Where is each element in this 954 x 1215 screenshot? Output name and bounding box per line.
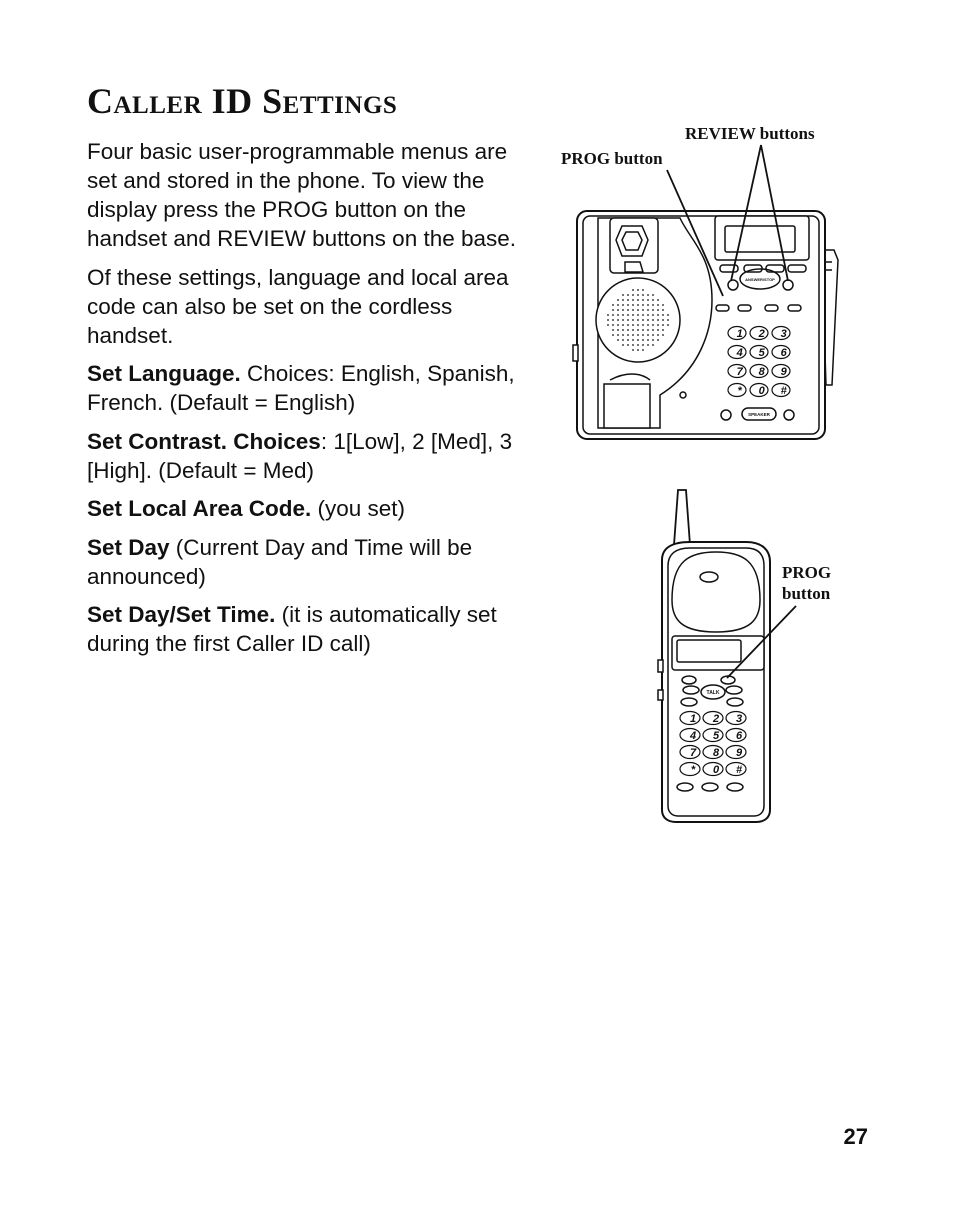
setting-term: Set Day/Set Time.: [87, 602, 276, 627]
grille-hole: [652, 309, 654, 311]
answer-stop-label: ANSWER/STOP: [745, 277, 775, 282]
handset-key-label: #: [735, 763, 743, 776]
grille-hole: [657, 304, 659, 306]
base-key-label: *: [737, 384, 742, 397]
base-key-label: 0: [758, 384, 765, 397]
prog-button-base-callout: PROG button: [561, 149, 663, 168]
grille-hole: [667, 324, 669, 326]
grille-hole: [652, 299, 654, 301]
grille-hole: [642, 289, 644, 291]
grille-hole: [617, 334, 619, 336]
grille-hole: [647, 299, 649, 301]
grille-hole: [637, 304, 639, 306]
grille-hole: [642, 344, 644, 346]
grille-hole: [622, 314, 624, 316]
setting-desc: (Current Day and Time will be announced): [87, 534, 473, 589]
grille-hole: [632, 314, 634, 316]
grille-hole: [627, 304, 629, 306]
grille-hole: [647, 304, 649, 306]
grille-hole: [662, 324, 664, 326]
base-key-label: 1: [736, 327, 743, 340]
grille-hole: [607, 324, 609, 326]
setting-term: Set Day: [87, 534, 170, 560]
grille-hole: [647, 324, 649, 326]
grille-hole: [642, 339, 644, 341]
grille-hole: [642, 324, 644, 326]
grille-hole: [647, 339, 649, 341]
grille-hole: [652, 324, 654, 326]
grille-hole: [647, 294, 649, 296]
review-buttons-callout: REVIEW buttons: [685, 124, 815, 143]
callout-line2: button: [782, 584, 831, 603]
grille-hole: [627, 339, 629, 341]
handset-key-label: 9: [735, 746, 743, 759]
grille-hole: [612, 329, 614, 331]
grille-hole: [652, 334, 654, 336]
grille-hole: [622, 309, 624, 311]
grille-hole: [662, 329, 664, 331]
grille-hole: [622, 344, 624, 346]
grille-hole: [627, 319, 629, 321]
grille-hole: [642, 319, 644, 321]
base-key-label: 9: [780, 365, 787, 378]
grille-hole: [657, 309, 659, 311]
grille-hole: [612, 319, 614, 321]
handset-key-label: 7: [689, 746, 697, 759]
grille-hole: [622, 324, 624, 326]
handset-key-label: 5: [712, 729, 720, 742]
grille-hole: [622, 319, 624, 321]
intro-paragraph: Four basic user-programmable menus are set and stored in the phone. To view the display press the PROG button on the handset and REVIEW buttons on the base.: [87, 139, 517, 251]
base-key-label: 7: [736, 365, 743, 378]
grille-hole: [652, 304, 654, 306]
grille-hole: [657, 339, 659, 341]
grille-hole: [627, 294, 629, 296]
grille-hole: [667, 319, 669, 321]
handset-key-label: *: [690, 763, 696, 776]
grille-hole: [657, 319, 659, 321]
prog-button-handset-callout: [782, 562, 831, 604]
grille-hole: [632, 349, 634, 351]
talk-label: TALK: [706, 690, 720, 696]
grille-hole: [652, 344, 654, 346]
handset-key-label: 0: [712, 763, 720, 776]
grille-hole: [657, 324, 659, 326]
handset-key-label: 6: [735, 729, 743, 742]
base-key-label: 3: [780, 327, 787, 340]
grille-hole: [637, 329, 639, 331]
grille-hole: [642, 294, 644, 296]
grille-hole: [632, 304, 634, 306]
grille-hole: [647, 329, 649, 331]
base-key-label: 8: [758, 365, 765, 378]
grille-hole: [657, 329, 659, 331]
grille-hole: [627, 314, 629, 316]
grille-hole: [642, 299, 644, 301]
grille-hole: [617, 329, 619, 331]
grille-hole: [607, 314, 609, 316]
page-title: Caller ID Settings: [87, 81, 398, 121]
base-key-label: 5: [758, 346, 765, 359]
grille-hole: [622, 299, 624, 301]
setting-desc: (you set): [311, 496, 406, 521]
grille-hole: [622, 294, 624, 296]
grille-hole: [662, 319, 664, 321]
handset-key-label: 8: [712, 746, 720, 759]
grille-hole: [647, 344, 649, 346]
grille-hole: [612, 314, 614, 316]
setting-desc: Choices: English, Spanish, French. (Default = English): [87, 361, 515, 415]
handset-key-label: 3: [735, 712, 743, 725]
grille-hole: [612, 309, 614, 311]
grille-hole: [647, 314, 649, 316]
handset-key-label: 2: [712, 712, 720, 725]
base-key-label: 2: [758, 327, 765, 340]
grille-hole: [652, 314, 654, 316]
grille-hole: [662, 309, 664, 311]
grille-hole: [632, 319, 634, 321]
handset-key-label: 1: [689, 712, 697, 725]
grille-hole: [637, 344, 639, 346]
callout-line1: PROG: [782, 563, 832, 582]
grille-hole: [637, 314, 639, 316]
grille-hole: [667, 314, 669, 316]
grille-hole: [617, 304, 619, 306]
grille-hole: [612, 334, 614, 336]
grille-hole: [652, 329, 654, 331]
grille-hole: [662, 334, 664, 336]
grille-hole: [622, 304, 624, 306]
grille-hole: [612, 304, 614, 306]
grille-hole: [662, 314, 664, 316]
grille-hole: [662, 304, 664, 306]
grille-hole: [617, 309, 619, 311]
grille-hole: [637, 349, 639, 351]
grille-hole: [617, 299, 619, 301]
grille-hole: [647, 309, 649, 311]
grille-hole: [632, 294, 634, 296]
grille-hole: [642, 304, 644, 306]
grille-hole: [627, 324, 629, 326]
grille-hole: [632, 339, 634, 341]
grille-hole: [637, 294, 639, 296]
grille-hole: [627, 299, 629, 301]
setting-term: Set Local Area Code.: [87, 496, 312, 521]
setting-term: Set Contrast. Choices: [87, 428, 321, 454]
grille-hole: [637, 299, 639, 301]
grille-hole: [642, 334, 644, 336]
grille-hole: [632, 324, 634, 326]
grille-hole: [632, 309, 634, 311]
setting-desc: (it is automatically set during the first Caller ID call): [87, 602, 497, 656]
grille-hole: [657, 299, 659, 301]
grille-hole: [617, 314, 619, 316]
base-key-label: 4: [736, 346, 743, 359]
grille-hole: [652, 294, 654, 296]
grille-hole: [642, 329, 644, 331]
grille-hole: [637, 339, 639, 341]
speaker-label: SPEAKER: [748, 412, 770, 417]
grille-hole: [632, 329, 634, 331]
setting-term: Set Language.: [87, 361, 241, 386]
grille-hole: [637, 334, 639, 336]
grille-hole: [657, 314, 659, 316]
grille-hole: [622, 334, 624, 336]
grille-hole: [612, 324, 614, 326]
grille-hole: [652, 339, 654, 341]
grille-hole: [632, 289, 634, 291]
grille-hole: [627, 329, 629, 331]
grille-hole: [617, 319, 619, 321]
grille-hole: [642, 349, 644, 351]
grille-hole: [622, 329, 624, 331]
grille-hole: [647, 319, 649, 321]
grille-hole: [642, 314, 644, 316]
grille-hole: [637, 319, 639, 321]
page-number: 27: [843, 1124, 868, 1149]
grille-hole: [637, 289, 639, 291]
grille-hole: [617, 339, 619, 341]
grille-hole: [642, 309, 644, 311]
handset-note-paragraph: Of these settings, language and local area code can also be set on the cordless handset.: [87, 264, 509, 348]
grille-hole: [627, 309, 629, 311]
setting-desc: : 1[Low], 2 [Med], 3 [High]. (Default = Med): [87, 428, 513, 483]
grille-hole: [627, 344, 629, 346]
grille-hole: [647, 334, 649, 336]
grille-hole: [632, 344, 634, 346]
grille-hole: [632, 334, 634, 336]
grille-hole: [652, 319, 654, 321]
grille-hole: [617, 324, 619, 326]
grille-hole: [632, 299, 634, 301]
handset-key-label: 4: [689, 729, 697, 742]
grille-hole: [637, 309, 639, 311]
base-key-label: 6: [780, 346, 787, 359]
grille-hole: [607, 319, 609, 321]
base-key-label: #: [780, 384, 787, 397]
grille-hole: [637, 324, 639, 326]
grille-hole: [622, 339, 624, 341]
grille-hole: [627, 334, 629, 336]
grille-hole: [657, 334, 659, 336]
